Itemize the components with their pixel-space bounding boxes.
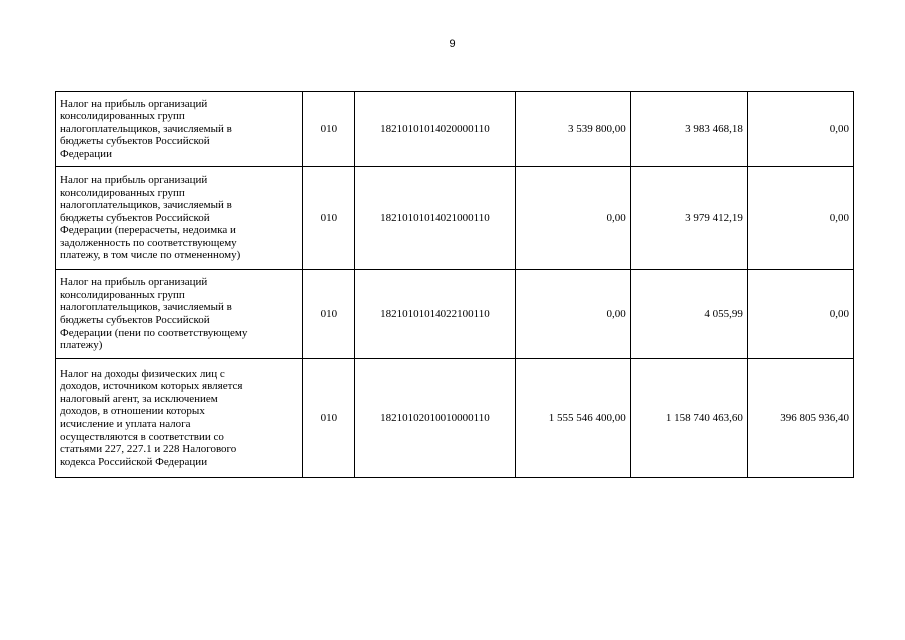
income-name-line: доходов, источником которых является xyxy=(60,380,243,393)
unexecuted-amount-cell: 0,00 xyxy=(747,270,853,359)
income-name-line: консолидированных групп xyxy=(60,288,185,301)
income-name-line: исчисление и уплата налога xyxy=(60,418,191,430)
income-name-cell xyxy=(56,359,303,478)
line-code-cell: 010 xyxy=(303,270,355,359)
income-name-line: Федерации xyxy=(60,147,112,160)
income-name-line: бюджеты субъектов Российской xyxy=(60,211,210,224)
line-code-cell: 010 xyxy=(303,359,355,478)
income-name-line: бюджеты субъектов Российской xyxy=(60,135,210,148)
income-name-line: Федерации (перерасчеты, недоимка и xyxy=(60,224,236,237)
table-row xyxy=(56,270,854,359)
income-name-line: консолидированных групп xyxy=(60,110,185,123)
income-name-line: кодекса Российской Федерации xyxy=(60,455,208,468)
income-name-line: задолженность по соответствующему xyxy=(60,236,237,249)
income-name-cell xyxy=(56,167,303,270)
table-body xyxy=(56,92,854,478)
income-name-line: осуществляются в соответствии со xyxy=(60,430,224,443)
income-name-line: Налог на прибыль организаций xyxy=(60,97,208,110)
executed-amount-cell: 3 983 468,18 xyxy=(630,92,747,167)
approved-amount-cell: 3 539 800,00 xyxy=(515,92,630,167)
income-name-line: налогоплательщиков, зачисляемый в xyxy=(60,301,232,314)
unexecuted-amount-cell: 396 805 936,40 xyxy=(747,359,853,478)
line-code-cell: 010 xyxy=(303,167,355,270)
income-name-line: налогоплательщиков, зачисляемый в xyxy=(60,122,232,135)
page-number: 9 xyxy=(449,38,456,50)
income-name-line: платежу) xyxy=(60,339,103,352)
income-name-line: Налог на прибыль организаций xyxy=(60,276,208,289)
executed-amount-cell: 3 979 412,19 xyxy=(630,167,747,270)
executed-amount-cell: 4 055,99 xyxy=(630,270,747,359)
income-name-line: Налог на доходы физических лиц с xyxy=(60,367,225,380)
line-code-cell: 010 xyxy=(303,92,355,167)
income-name-cell xyxy=(56,92,303,167)
budget-code-cell: 18210101014020000110 xyxy=(355,92,515,167)
budget-code-cell: 18210102010010000110 xyxy=(355,359,515,478)
income-name-line: налогоплательщиков, зачисляемый в xyxy=(60,199,232,212)
budget-code-cell: 18210101014021000110 xyxy=(355,167,515,270)
income-name-line: бюджеты субъектов Российской xyxy=(60,314,210,326)
income-name-line: консолидированных групп xyxy=(60,186,185,199)
approved-amount-cell: 0,00 xyxy=(515,167,630,270)
income-name-line: статьями 227, 227.1 и 228 Налогового xyxy=(60,443,237,456)
revenue-table xyxy=(55,91,854,478)
approved-amount-cell: 1 555 546 400,00 xyxy=(515,359,630,478)
income-name-line: налоговый агент, за исключением xyxy=(60,392,218,405)
unexecuted-amount-cell: 0,00 xyxy=(747,92,853,167)
table-row xyxy=(56,92,854,167)
table-row xyxy=(56,167,854,270)
approved-amount-cell: 0,00 xyxy=(515,270,630,359)
income-name-line: Федерации (пени по соответствующему xyxy=(60,326,248,339)
table-row xyxy=(56,359,854,478)
income-name-line: доходов, в отношении которых xyxy=(60,405,205,418)
unexecuted-amount-cell: 0,00 xyxy=(747,167,853,270)
income-name-line: платежу, в том числе по отмененному) xyxy=(60,249,241,262)
income-name-line: Налог на прибыль организаций xyxy=(60,173,208,186)
budget-code-cell: 18210101014022100110 xyxy=(355,270,515,359)
executed-amount-cell: 1 158 740 463,60 xyxy=(630,359,747,478)
income-name-cell xyxy=(56,270,303,359)
